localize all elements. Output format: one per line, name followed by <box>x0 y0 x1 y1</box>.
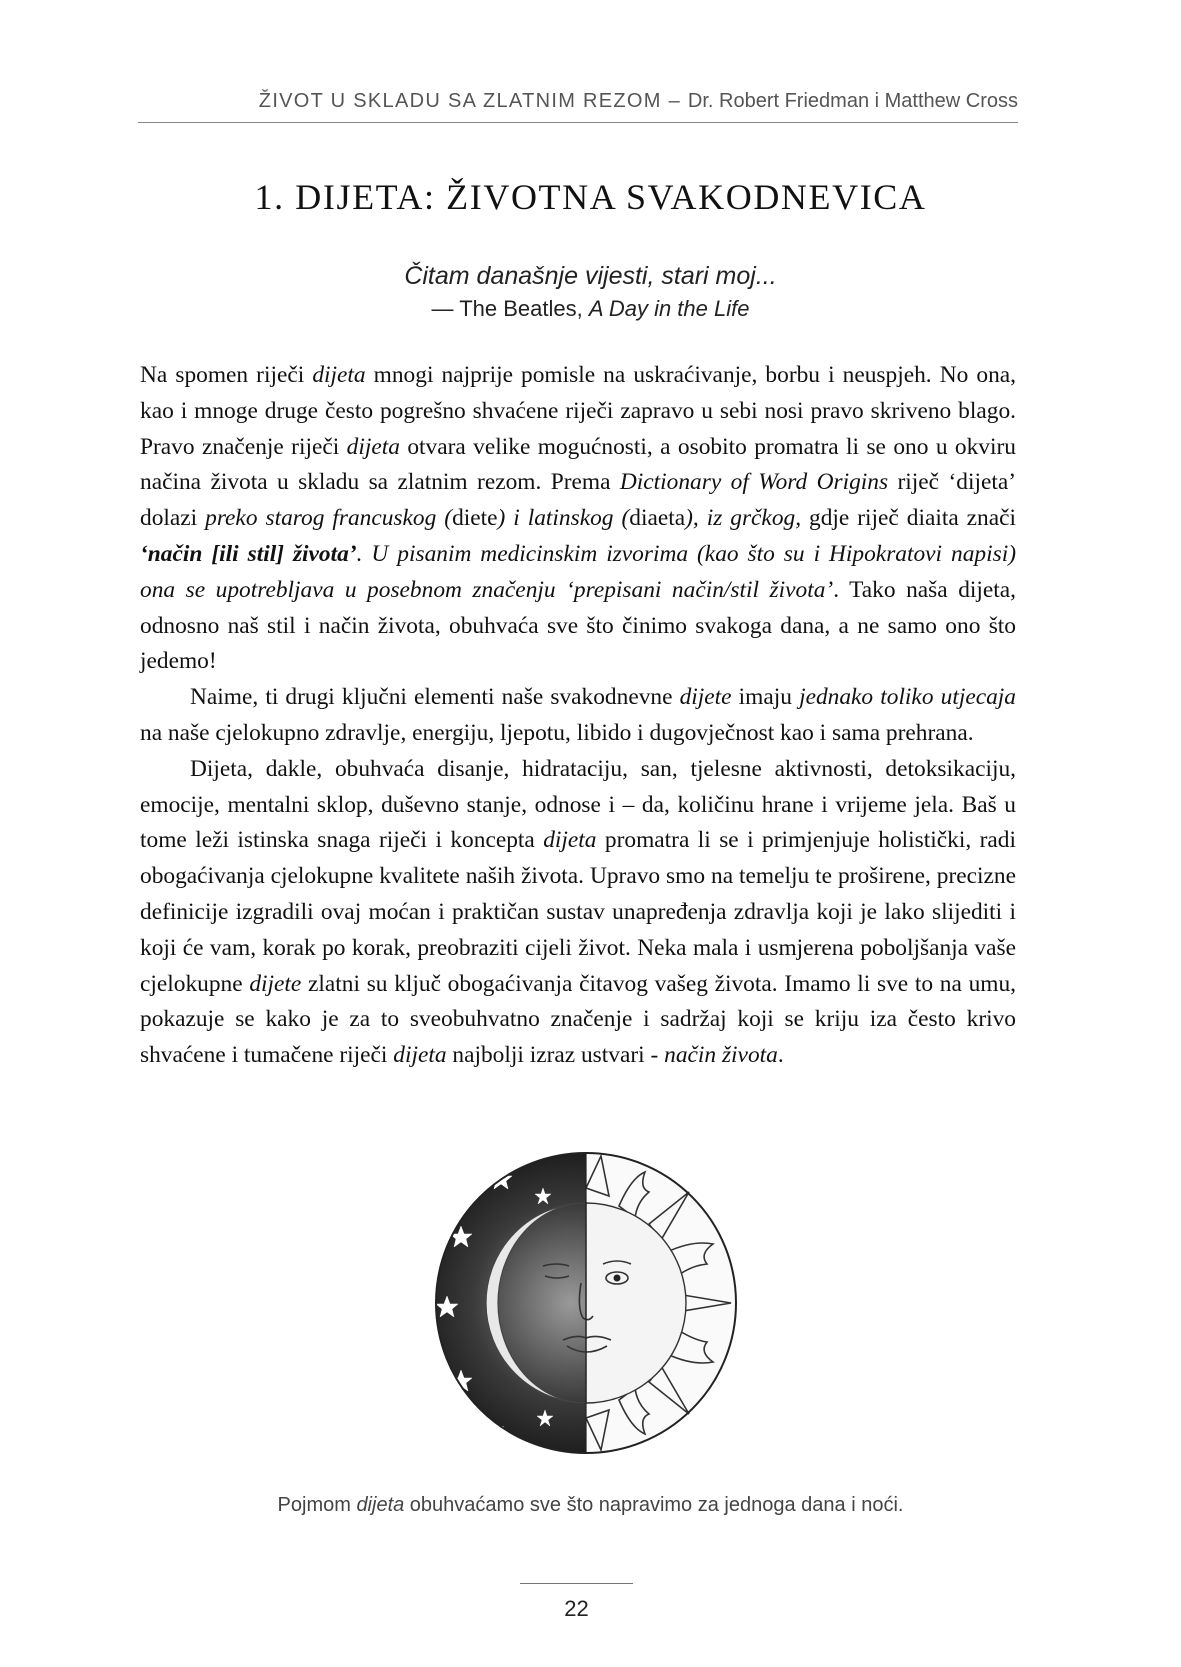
paragraph-segment: diaeta <box>629 505 686 532</box>
paragraph-segment: . Tako naša dijeta, odnosno naš stil i način života, obuhvaća sve što činimo svakoga dana, a ne samo ono što jedemo! <box>140 576 1016 675</box>
header-authors: Dr. Robert Friedman i Matthew Cross <box>687 90 1018 112</box>
paragraph-segment: dijeta <box>312 362 366 388</box>
paragraph-segment: imaju <box>731 684 800 711</box>
paragraph-segment: . U pisanim medicinskim izvorima (kao što su i Hipokratovi napisi) ona se upotrebljava u posebnom značenju ‘prepisani način/stil života’ <box>140 540 1016 603</box>
caption-italic: dijeta <box>356 1494 405 1516</box>
paragraph-segment: ), iz grčkog, <box>685 505 802 532</box>
paragraph-segment: Naime, ti drugi ključni elementi naše svakodnevne <box>190 684 680 711</box>
body-paragraph <box>140 680 1016 752</box>
attribution-prefix: — The Beatles, <box>431 296 589 321</box>
body-text <box>140 358 1016 1074</box>
figure-caption <box>0 1494 1181 1517</box>
paragraph-segment: način života <box>664 1042 778 1069</box>
paragraph-segment: diete <box>452 505 498 532</box>
chapter-title: 1. DIJETA: ŽIVOTNA SVAKODNEVICA <box>254 177 927 217</box>
epigraph-attribution <box>0 294 1181 324</box>
book-title: ŽIVOT U SKLADU SA ZLATNIM REZOM <box>258 90 662 112</box>
epigraph <box>0 258 1181 324</box>
header-separator: – <box>661 90 688 112</box>
paragraph-segment: na naše cjelokupno zdravlje, energiju, ljepotu, libido i dugovječnost kao i sama prehrana. <box>140 719 974 746</box>
caption-suffix: obuhvaćamo sve što napravimo za jednoga dana i noći. <box>404 1494 904 1516</box>
paragraph-segment: dijeta <box>393 1042 447 1069</box>
paragraph-segment: zlatni su ključ obogaćivanja čitavog vašeg života. Imamo li sve to na umu, pokazuje se kako je za to sveobuhvatno značenje i sadržaj koji se kriju iza često krivo shvaćene i tumačene riječi <box>140 970 1017 1069</box>
paragraph-segment: ‘način [ili stil] života’ <box>140 540 357 567</box>
body-paragraph <box>140 358 1016 680</box>
paragraph-segment: preko starog francuskog ( <box>205 505 453 532</box>
paragraph-segment: . <box>777 1042 784 1069</box>
paragraph-segment: gdje riječ diaita znači <box>801 505 1017 532</box>
sun-moon-figure <box>431 1148 741 1458</box>
page-number: 22 <box>564 1596 589 1621</box>
paragraph-segment: promatra li se i primjenjuje holistički, radi obogaćivanja cjelokupne kvalitete naših života. Upravo smo na temelju te proširene, precizne definicije izgradili ovaj moćan i praktičan sustav unapređenja zdravlja koji je lako slijediti i koji će vam, korak po korak, preobraziti cijeli život. Neka mala i usmjerena poboljšanja vaše cjelokupne <box>140 827 1016 997</box>
body-paragraph <box>140 752 1016 1074</box>
header-rule <box>138 122 1018 123</box>
paragraph-segment: najbolji izraz ustvari - <box>446 1042 665 1069</box>
paragraph-segment: mnogi najprije pomisle na uskraćivanje, borbu i neuspjeh. No ona, kao i mnoge druge često pogrešno shvaćene riječi zapravo u sebi nosi pravo skriveno blago. Pravo značenje riječi <box>140 362 1016 460</box>
paragraph-segment: dijete <box>249 970 302 997</box>
sun-moon-face-icon <box>431 1148 741 1458</box>
paragraph-segment: Dijeta, dakle, obuhvaća disanje, hidrataciju, san, tjelesne aktivnosti, detoksikaciju, emocije, mentalni sklop, duševno stanje, odnose i – da, količinu hrane i vrijeme jela. Baš u tome leži istinska snaga riječi i koncepta <box>140 755 1016 854</box>
footer-rule <box>520 1583 633 1584</box>
paragraph-segment: riječ ‘dijeta’ dolazi <box>140 469 1016 532</box>
epigraph-quote: Čitam današnje vijesti, stari moj... <box>404 262 777 290</box>
paragraph-segment: jednako toliko utjecaja <box>799 684 1016 711</box>
paragraph-segment: dijeta <box>543 827 597 854</box>
caption-prefix: Pojmom <box>277 1494 357 1516</box>
paragraph-segment: Dictionary of Word Origins <box>619 469 889 496</box>
attribution-song-title: A Day in the Life <box>588 296 750 321</box>
paragraph-segment: otvara velike mogućnosti, a osobito promatra li se ono u okviru načina života u skladu sa zlatnim rezom. Prema <box>140 433 1016 496</box>
paragraph-segment: Na spomen riječi <box>140 362 313 388</box>
paragraph-segment: dijeta <box>346 433 400 460</box>
running-header <box>138 90 1018 113</box>
paragraph-segment: ) i latinskog ( <box>497 505 630 532</box>
paragraph-segment: dijete <box>679 684 732 711</box>
